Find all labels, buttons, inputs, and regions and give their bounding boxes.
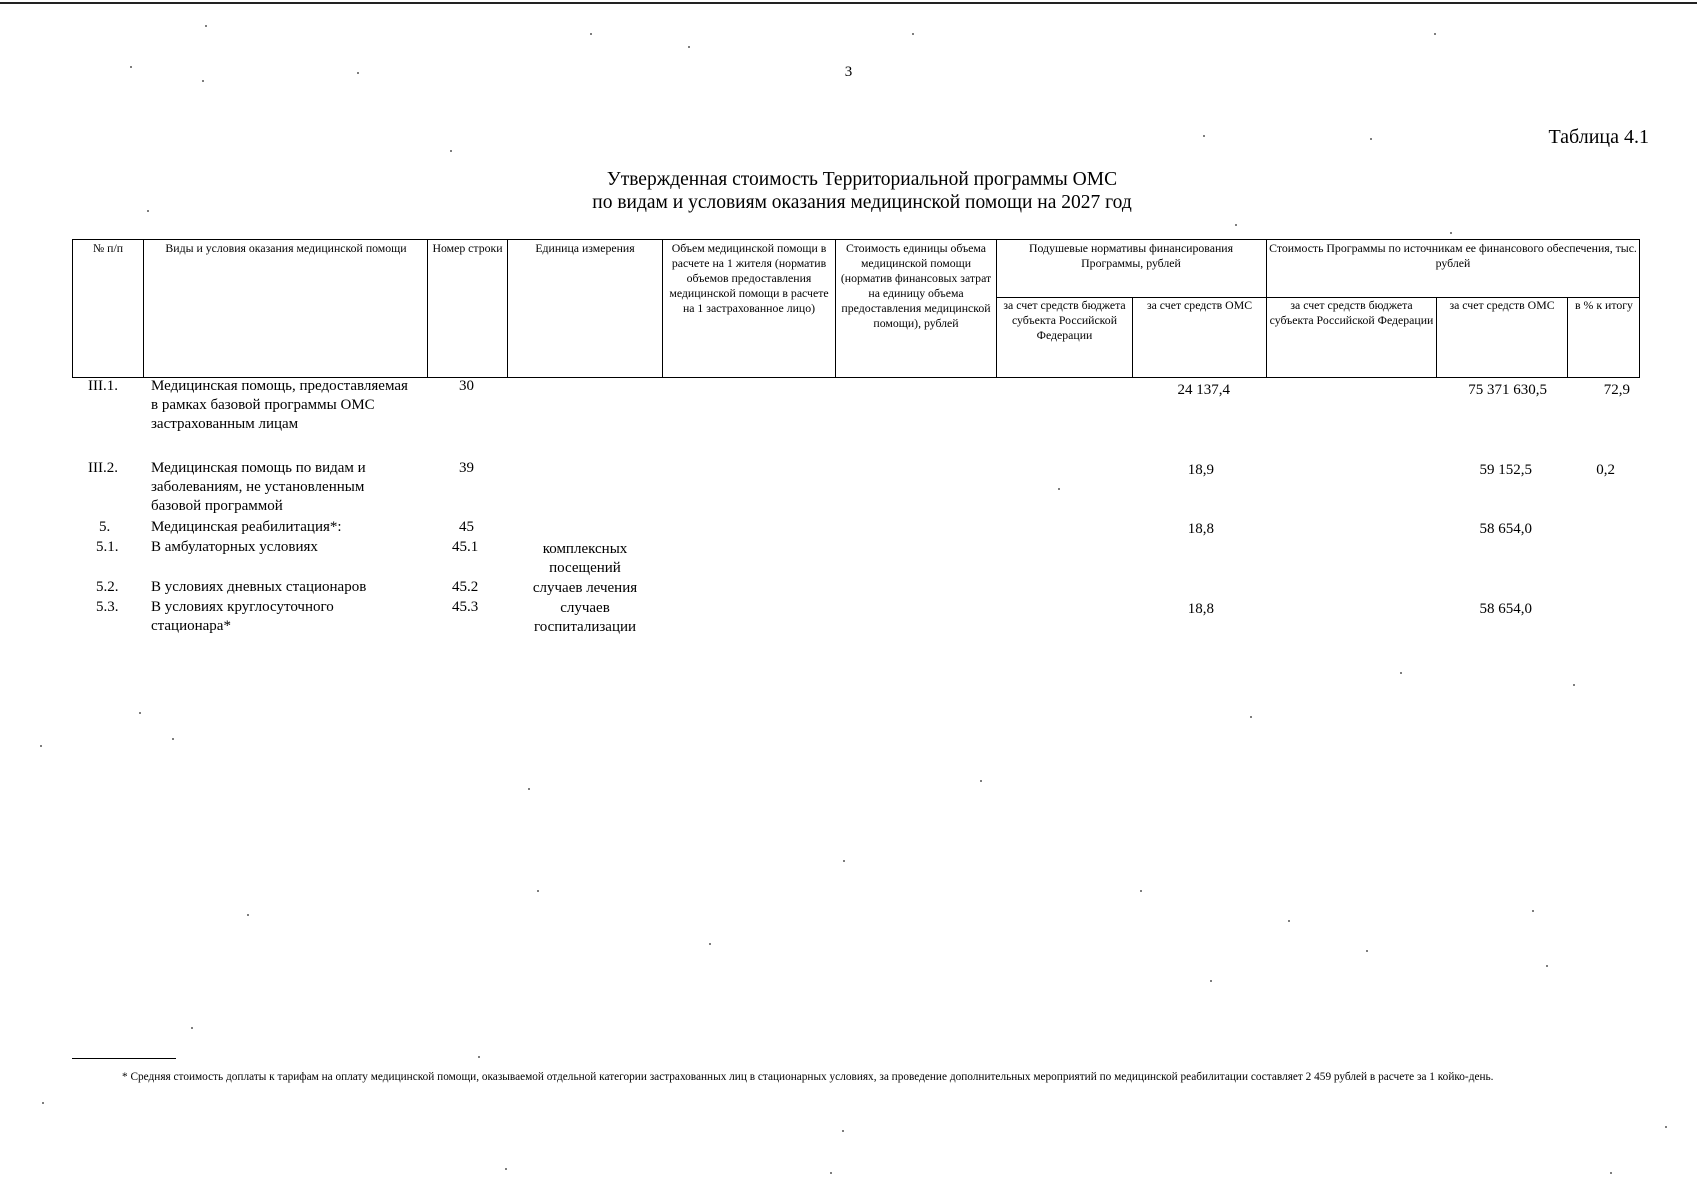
program-oms-value: 75 371 630,5 — [1468, 382, 1547, 398]
scan-speck — [1210, 980, 1212, 982]
row-name: В условиях круглосуточного стационара* — [151, 599, 334, 634]
header-per-capita-oms: за счет средств ОМС — [1146, 298, 1253, 312]
header-cost: Стоимость единицы объема медицинской помощи (норматив финансовых затрат на единицу объема предоставления медицинской помощи), рублей — [840, 241, 992, 330]
footnote-separator — [72, 1058, 176, 1059]
program-oms-value: 58 654,0 — [1479, 521, 1532, 537]
row-unit: комплексных посещений — [542, 541, 628, 576]
scan-speck — [1573, 684, 1575, 686]
scan-speck — [1370, 138, 1372, 140]
scan-speck — [1366, 950, 1368, 952]
scan-speck — [688, 46, 690, 48]
row-unit: случаев лечения — [532, 580, 638, 596]
scan-speck — [130, 66, 132, 68]
header-row: Номер строки — [432, 241, 503, 255]
scan-speck — [1665, 1126, 1667, 1128]
scan-speck — [528, 788, 530, 790]
scan-speck — [709, 943, 711, 945]
scan-top-border — [0, 2, 1697, 4]
scan-speck — [1532, 910, 1534, 912]
column-divider — [1132, 297, 1133, 378]
row-code: 30 — [459, 378, 474, 394]
scan-speck — [172, 738, 174, 740]
row-code: 45.2 — [452, 579, 479, 595]
scan-speck — [247, 914, 249, 916]
row-code: 45.1 — [452, 539, 479, 555]
scan-speck — [450, 150, 452, 152]
header-per-capita-budget: за счет средств бюджета субъекта Российской Федерации — [1003, 298, 1126, 342]
scan-speck — [139, 712, 141, 714]
title-line-2: по видам и условиям оказания медицинской помощи на 2027 год — [592, 192, 1132, 213]
scan-speck — [42, 1102, 44, 1104]
table-label: Таблица 4.1 — [1548, 126, 1649, 148]
scan-speck — [980, 780, 982, 782]
row-code: 45.3 — [452, 599, 479, 615]
scan-speck — [1203, 135, 1205, 137]
scan-speck — [147, 210, 149, 212]
scan-speck — [843, 860, 845, 862]
row-name: Медицинская помощь по видам и заболеваниям, не установленным базовой программой — [151, 460, 366, 514]
row-code: 39 — [459, 460, 474, 476]
program-oms-value: 58 654,0 — [1479, 601, 1532, 617]
scan-speck — [912, 33, 914, 35]
scan-speck — [1250, 716, 1252, 718]
column-divider — [427, 239, 428, 378]
column-divider — [835, 239, 836, 378]
title-line-1: Утвержденная стоимость Территориальной программы ОМС — [606, 169, 1118, 190]
scan-speck — [357, 72, 359, 74]
row-unit: случаев госпитализации — [533, 600, 637, 635]
header-per-capita: Подушевые нормативы финансирования Программы, рублей — [1028, 241, 1233, 270]
scan-speck — [1400, 672, 1402, 674]
scan-speck — [842, 1130, 844, 1132]
footnote: * Средняя стоимость доплаты к тарифам на оплату медицинской помощи, оказываемой отдельной категории застрахованных лиц в стационарных условиях, за проведение дополнительных мероприятий по медицинской реабилитации составляет 2 459 рублей в расчете за 1 койко-день. — [122, 1071, 1494, 1083]
scan-speck — [1610, 1172, 1612, 1174]
column-divider — [1567, 297, 1568, 378]
scan-speck — [1450, 232, 1452, 234]
percent-value: 72,9 — [1603, 382, 1630, 398]
scan-speck — [505, 1168, 507, 1170]
page-number: 3 — [844, 64, 853, 80]
per-capita-oms-value: 18,8 — [1187, 521, 1214, 537]
column-divider — [507, 239, 508, 378]
scan-speck — [1434, 33, 1436, 35]
header-kind: Виды и условия оказания медицинской помощи — [165, 241, 407, 255]
scan-speck — [40, 745, 42, 747]
row-name: Медицинская помощь, предоставляемая в рамках базовой программы ОМС застрахованным лицам — [151, 378, 408, 432]
table-title — [0, 168, 1697, 214]
row-name: В условиях дневных стационаров — [151, 579, 367, 595]
scan-speck — [478, 1056, 480, 1058]
column-divider — [1266, 239, 1267, 378]
row-number: III.2. — [88, 460, 118, 476]
scan-speck — [1235, 224, 1237, 226]
scan-speck — [537, 890, 539, 892]
scan-speck — [191, 1027, 193, 1029]
percent-value: 0,2 — [1596, 462, 1615, 478]
header-num: № п/п — [92, 241, 124, 255]
program-oms-value: 59 152,5 — [1479, 462, 1532, 478]
column-divider — [1436, 297, 1437, 378]
scan-speck — [1546, 965, 1548, 967]
row-number: 5.2. — [96, 579, 119, 595]
per-capita-oms-value: 24 137,4 — [1177, 382, 1230, 398]
row-code: 45 — [459, 519, 474, 535]
header-unit: Единица измерения — [535, 241, 635, 255]
scan-speck — [590, 33, 592, 35]
scan-speck — [830, 1172, 832, 1174]
header-program-cost: Стоимость Программы по источникам ее финансового обеспечения, тыс. рублей — [1269, 241, 1637, 270]
row-number: III.1. — [88, 378, 118, 394]
scan-speck — [1140, 890, 1142, 892]
scan-speck — [205, 25, 207, 27]
column-divider — [996, 239, 997, 378]
header-program-budget: за счет средств бюджета субъекта Российской Федерации — [1269, 298, 1434, 327]
scan-speck — [1288, 920, 1290, 922]
row-name: В амбулаторных условиях — [151, 539, 318, 555]
per-capita-oms-value: 18,8 — [1187, 601, 1214, 617]
per-capita-oms-value: 18,9 — [1187, 462, 1214, 478]
row-number: 5.3. — [96, 599, 119, 615]
row-number: 5. — [99, 519, 111, 535]
column-divider — [143, 239, 144, 378]
row-number: 5.1. — [96, 539, 119, 555]
header-volume: Объем медицинской помощи в расчете на 1 жителя (норматив объемов предоставления медицинской помощи в расчете на 1 застрахованное лицо) — [669, 241, 829, 315]
column-divider — [662, 239, 663, 378]
scan-speck — [1058, 488, 1060, 490]
row-name: Медицинская реабилитация*: — [151, 519, 342, 535]
header-percent: в % к итогу — [1575, 298, 1633, 312]
header-program-oms: за счет средств ОМС — [1449, 298, 1555, 312]
scan-speck — [202, 80, 204, 82]
